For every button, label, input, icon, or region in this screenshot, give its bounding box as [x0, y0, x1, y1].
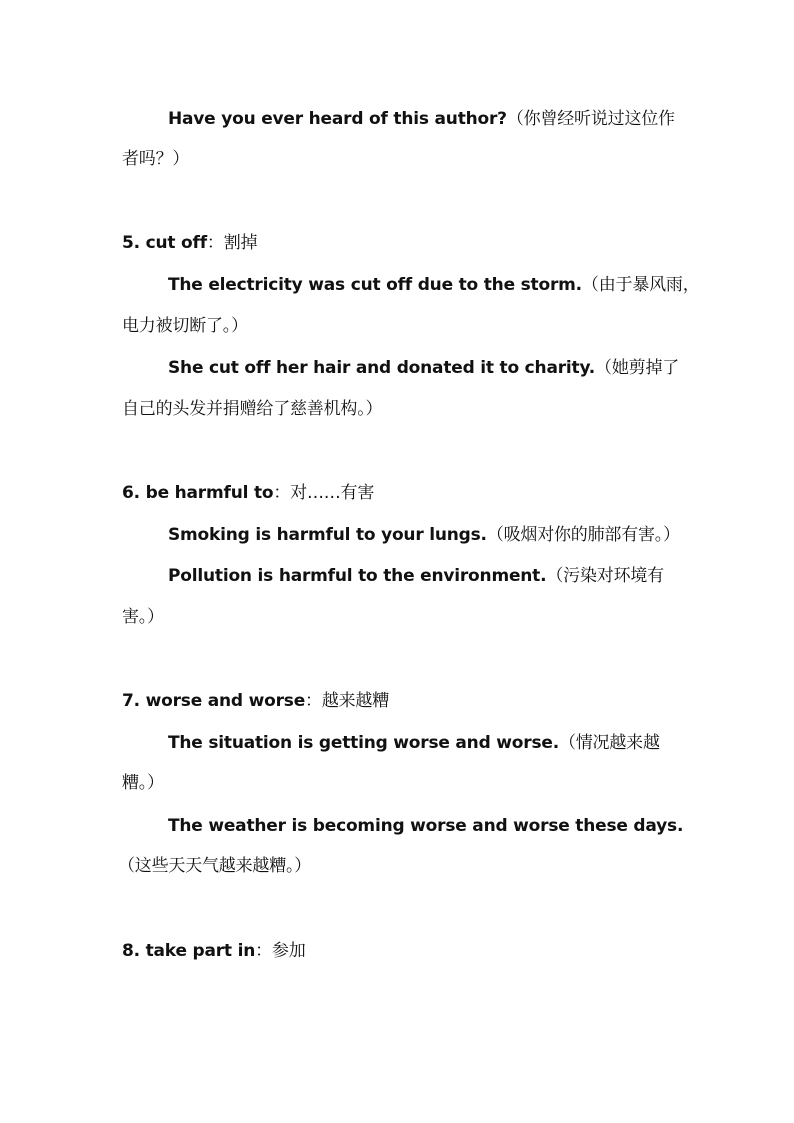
- chinese-translation: 糟。）: [122, 773, 164, 793]
- example-sentence: [168, 524, 728, 546]
- phrase-heading-7: [122, 690, 682, 712]
- example-sentence: [168, 815, 728, 837]
- phrase-meaning: ：对……有害: [273, 483, 375, 503]
- chinese-translation: （情况越来越: [558, 733, 660, 753]
- chinese-translation: 自己的头发并捐赠给了慈善机构。）: [122, 399, 383, 419]
- example-sentence: [168, 357, 728, 379]
- english-text: The situation is getting worse and worse.: [168, 733, 559, 753]
- english-text: Have you ever heard of this author?: [168, 109, 507, 129]
- chinese-translation: （你曾经听说过这位作: [506, 109, 675, 129]
- english-text: The weather is becoming worse and worse these days.: [168, 816, 684, 836]
- chinese-translation: （她剪掉了: [595, 358, 680, 378]
- chinese-translation: （这些天天气越来越糟。）: [118, 856, 312, 876]
- phrase-term: 7. worse and worse: [122, 691, 306, 711]
- phrase-heading-8: [122, 940, 682, 962]
- phrase-meaning: ：参加: [255, 941, 306, 961]
- chinese-translation: 者吗？）: [122, 149, 190, 169]
- example-sentence-continuation: [122, 315, 682, 337]
- english-text: Pollution is harmful to the environment.: [168, 566, 547, 586]
- example-sentence-continuation: [122, 606, 682, 628]
- example-sentence-continuation: [122, 398, 682, 420]
- example-sentence-continuation: [122, 148, 682, 170]
- chinese-translation: （污染对环境有: [546, 566, 664, 586]
- chinese-translation: 害。）: [122, 607, 164, 627]
- example-sentence: [168, 732, 728, 754]
- phrase-term: 6. be harmful to: [122, 483, 274, 503]
- phrase-heading-6: [122, 482, 682, 504]
- chinese-translation: 电力被切断了。）: [122, 316, 248, 336]
- english-text: The electricity was cut off due to the storm.: [168, 275, 582, 295]
- chinese-translation: （吸烟对你的肺部有害。）: [486, 525, 680, 545]
- example-sentence-continuation: [118, 855, 678, 877]
- example-sentence: [168, 108, 728, 130]
- example-sentence: [168, 274, 728, 296]
- english-text: Smoking is harmful to your lungs.: [168, 525, 487, 545]
- english-text: She cut off her hair and donated it to charity.: [168, 358, 596, 378]
- example-sentence-continuation: [122, 772, 682, 794]
- phrase-heading-5: [122, 232, 682, 254]
- chinese-translation: （由于暴风雨，: [581, 275, 700, 295]
- phrase-meaning: ：越来越糟: [305, 691, 390, 711]
- phrase-meaning: ：割掉: [206, 233, 258, 253]
- phrase-term: 5. cut off: [122, 233, 207, 253]
- phrase-term: 8. take part in: [122, 941, 256, 961]
- example-sentence: [168, 565, 728, 587]
